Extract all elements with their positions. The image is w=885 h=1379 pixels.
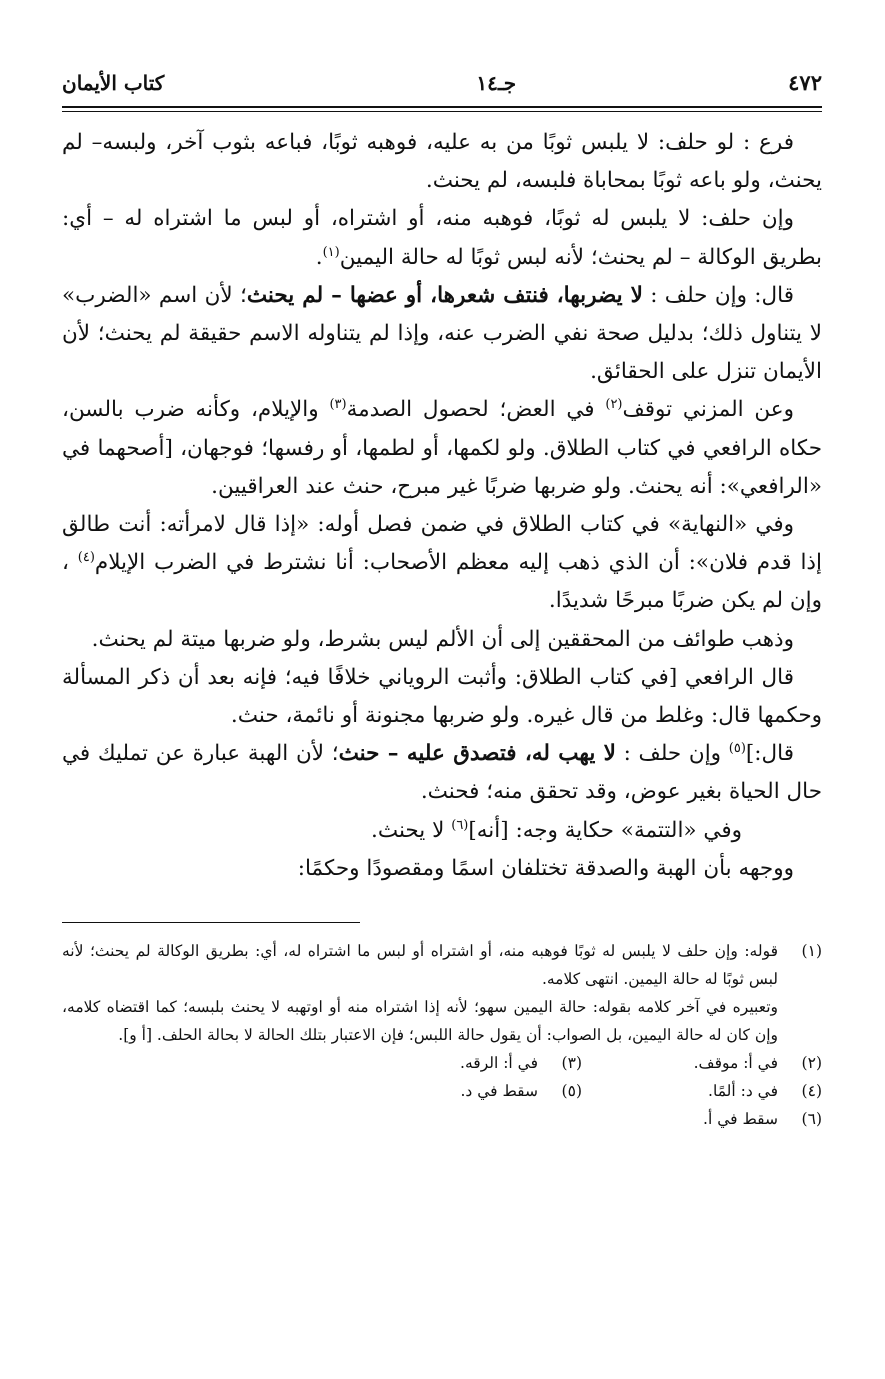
paragraph-3: قال: وإن حلف : لا يضربها، فنتف شعرها، أو عضها – لم يحنث؛ لأن اسم «الضرب» لا يتناول ذلك؛ بدليل صحة نفي الضرب عنه، وإذا لم يتناوله الاسم حقيقة لم يحنث؛ لأن الأيمان تنزل على الحقائق. <box>62 282 822 385</box>
footnote-row <box>62 1077 822 1105</box>
footnote-number: (١) <box>801 942 822 961</box>
footnote-ref-4[interactable]: (٤) <box>77 550 95 566</box>
footnote-ref-3[interactable]: (٣) <box>329 397 347 413</box>
page-number: ٤٧٢ <box>788 70 822 95</box>
matn-text: لا يضربها، فنتف شعرها، أو عضها – لم يحنث <box>246 282 643 308</box>
matn-text: لا يهب له، فتصدق عليه – حنث <box>338 741 616 767</box>
footnote-2 <box>582 1049 822 1077</box>
paragraph-10: ووجهه بأن الهبة والصدقة تختلفان اسمًا ومقصودًا وحكمًا: <box>297 855 794 881</box>
footnote-1 <box>62 937 822 993</box>
footnote-ref-2[interactable]: (٢) <box>605 397 623 413</box>
footnote-ref-1[interactable]: (١) <box>322 244 340 260</box>
footnote-ref-6[interactable]: (٦) <box>451 817 469 833</box>
footnote-6 <box>582 1105 822 1133</box>
footnote-row <box>62 1049 822 1077</box>
footnote-text: سقط في د. <box>460 1082 538 1101</box>
footnote-ref-5[interactable]: (٥) <box>728 741 746 757</box>
footnote-text: في د: ألمًا. <box>708 1082 778 1101</box>
footnote-text: في أ: موقف. <box>693 1054 778 1073</box>
volume-label: جـ١٤ <box>476 71 517 95</box>
footnote-separator <box>62 922 360 923</box>
footnote-number: (٤) <box>801 1082 822 1101</box>
paragraph-8: قال:]$^{(٥)}$ وإن حلف : لا يهب له، فتصدق عليه – حنث؛ لأن الهبة عبارة عن تمليك في حال الحياة بغير عوض، وقد تحقق منه؛ فحنث. <box>62 741 822 805</box>
footnote-text: في أ: الرقه. <box>460 1054 538 1073</box>
page-header <box>62 62 822 104</box>
footnote-4 <box>582 1077 822 1105</box>
main-text <box>62 124 822 888</box>
footnotes <box>62 937 822 1133</box>
footnote-row <box>62 1105 822 1133</box>
footnote-text: سقط في أ. <box>703 1110 778 1129</box>
paragraph-9: وفي «التتمة» حكاية وجه: [أنه]$^{(٦)}$ لا يحنث. <box>371 817 742 843</box>
footnote-5 <box>342 1077 582 1105</box>
paragraph-2: وإن حلف: لا يلبس له ثوبًا، فوهبه منه، أو اشتراه، أو لبس ما اشتراه له – أي: بطريق الوكالة – لم يحنث؛ لأنه لبس ثوبًا له حالة اليمين$^{(١)}$. <box>62 206 822 270</box>
paragraph-7: قال الرافعي [في كتاب الطلاق: وأثبت الروياني خلافًا فيه؛ فإنه بعد أن ذكر المسألة وحكمها قال: وغلط من قال غيره. ولو ضربها مجنونة أو نائمة، حنث. <box>62 664 822 729</box>
footnote-3 <box>342 1049 582 1077</box>
footnote-number: (٦) <box>801 1110 822 1129</box>
paragraph-4: وعن المزني توقف$^{(٢)}$ في العض؛ لحصول الصدمة$^{(٣)}$ والإيلام، وكأنه ضرب بالسن، حكاه الرافعي في كتاب الطلاق. ولو لكمها، أو لطمها، أو رفسها؛ فوجهان، [أصحهما في «الرافعي»: أنه يحنث. ولو ضربها ضربًا غير مبرح، حنث عند العراقيين. <box>62 397 822 499</box>
chapter-title: كتاب الأيمان <box>62 71 165 95</box>
book-page <box>62 62 822 1352</box>
header-rule <box>62 106 822 112</box>
footnote-1-continuation: وتعبيره في آخر كلامه بقوله: حالة اليمين سهو؛ لأنه إذا اشتراه منه أو اوتهبه لا يحنث بلبسه؛ كما اقتضاه كلامه، وإن كان له حالة اليمين، بل الصواب: أن يقول حالة اللبس؛ فإن الاعتبار بتلك الحالة لا بحالة الحلف. [أ و]. <box>62 998 778 1045</box>
paragraph-6: وذهب طوائف من المحققين إلى أن الألم ليس بشرط، ولو ضربها ميتة لم يحنث. <box>91 626 794 652</box>
footnote-number: (٥) <box>561 1082 582 1101</box>
paragraph-5: وفي «النهاية» في كتاب الطلاق في ضمن فصل أوله: «إذا قال لامرأته: أنت طالق إذا قدم فلان»: أن الذي ذهب إليه معظم الأصحاب: أنا نشترط في الضرب الإيلام$^{(٤)}$ ، وإن لم يكن ضربًا مبرحًا شديدًا. <box>62 512 822 614</box>
footnote-text: قوله: وإن حلف لا يلبس له ثوبًا فوهبه منه، أو اشتراه أو لبس ما اشتراه له، أي: بطريق الوكالة لم يحنث؛ لأنه لبس ثوبًا له حالة اليمين. انتهى كلامه. <box>62 942 778 989</box>
footnote-number: (٢) <box>801 1054 822 1073</box>
paragraph-1: فرع : لو حلف: لا يلبس ثوبًا من به عليه، فوهبه ثوبًا، فباعه بثوب آخر، ولبسه– لم يحنث، ولو باعه ثوبًا بمحاباة فلبسه، لم يحنث. <box>62 130 822 194</box>
footnote-number: (٣) <box>561 1054 582 1073</box>
